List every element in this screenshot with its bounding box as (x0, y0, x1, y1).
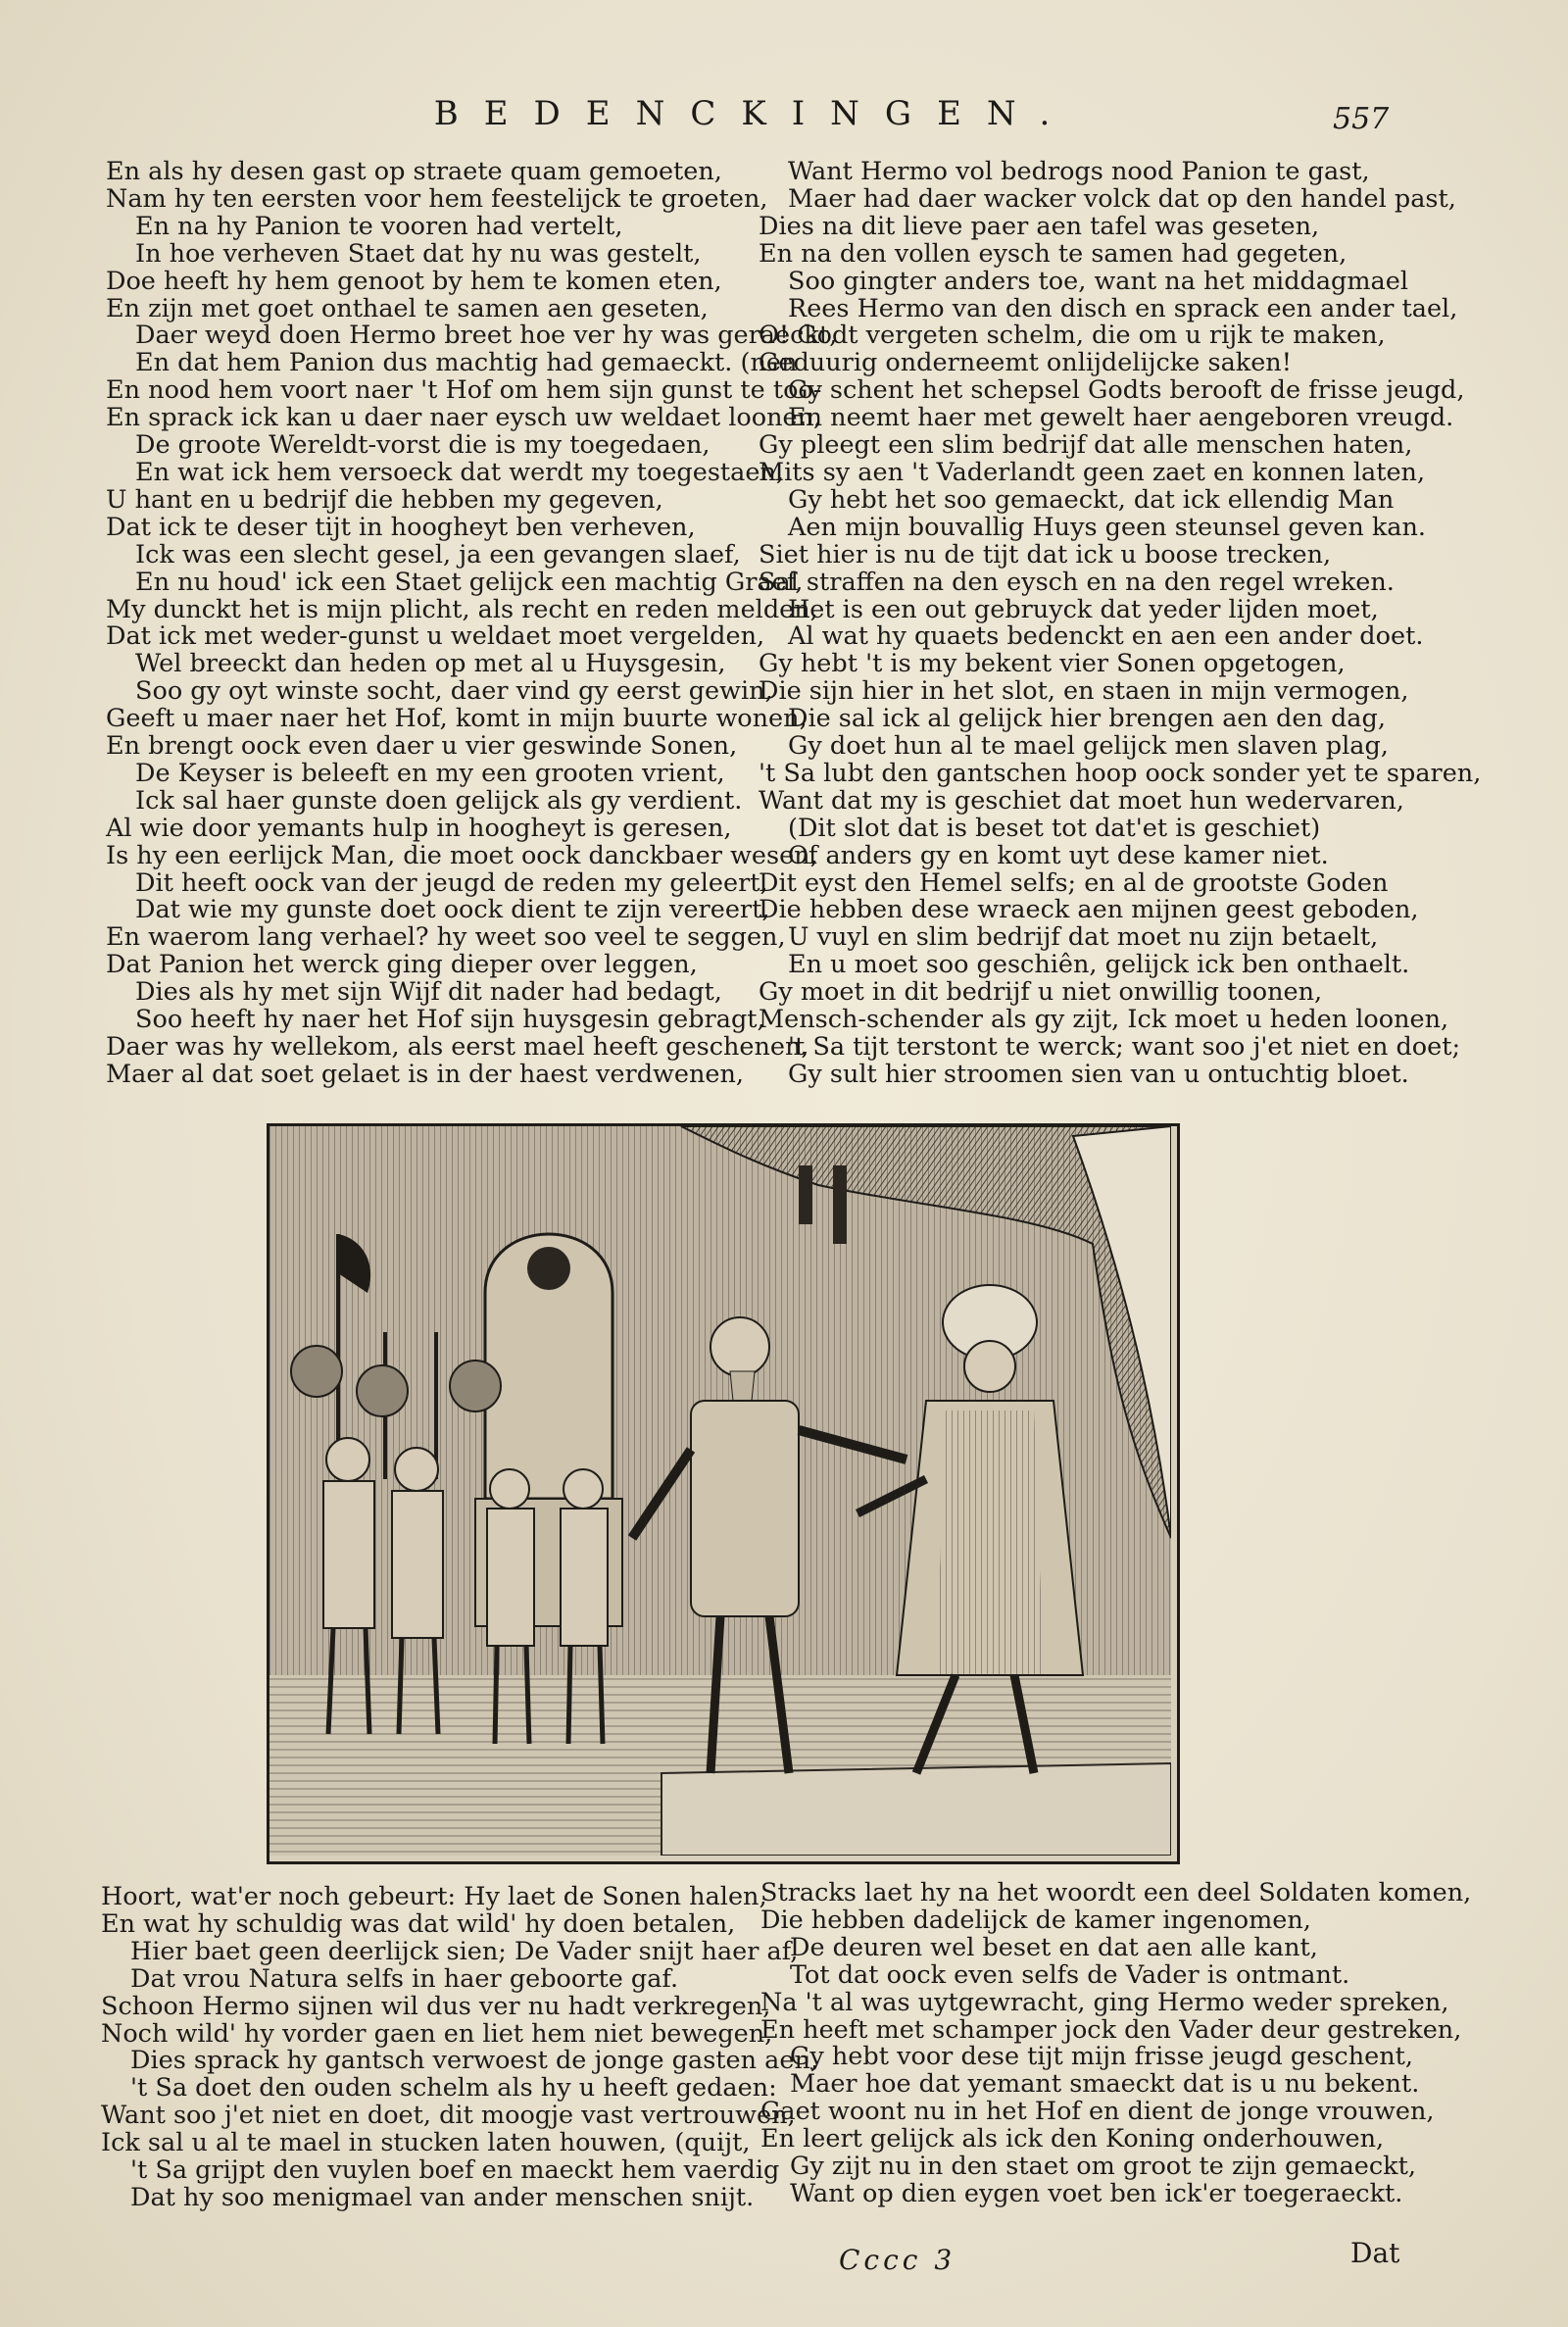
verse-line: Al wie door yemants hulp in hoogheyt is geresen, (106, 813, 732, 843)
verse-line: Gy hebt 't is my bekent vier Sonen opgetogen, (759, 649, 1346, 679)
verse-line: Dies als hy met sijn Wijf dit nader had bedagt, (135, 977, 722, 1008)
verse-line: En nood hem voort naer 't Hof om hem sijn gunst te too- (106, 375, 822, 406)
verse-line: En na hy Panion te vooren had vertelt, (135, 211, 623, 241)
verse-line: Noch wild' hy vorder gaen en liet hem niet bewegen, (101, 2018, 773, 2049)
verse-line: 't Sa grijpt den vuylen boef en maeckt hem vaerdig (130, 2155, 780, 2186)
verse-line: In hoe verheven Staet dat hy nu was gestelt, (135, 238, 702, 269)
verse-line: Mits sy aen 't Vaderlandt geen zaet en konnen laten, (759, 457, 1426, 487)
verse-line: Die sijn hier in het slot, en staen in mijn vermogen, (759, 676, 1409, 707)
verse-line: Daer weyd doen Hermo breet hoe ver hy was geraeckt, (135, 321, 838, 351)
signature-mark: Cccc 3 (839, 2244, 956, 2276)
verse-line: Stracks laet hy na het woordt een deel Soldaten komen, (760, 1878, 1472, 1907)
verse-line: Doe heeft hy hem genoot by hem te komen eten, (106, 266, 722, 296)
verse-column-bottom-right (760, 1878, 1472, 2208)
verse-line: De groote Wereldt-vorst die is my toegedaen, (135, 430, 710, 461)
verse-line: Ick was een slecht gesel, ja een gevangen slaef, (135, 539, 741, 569)
verse-line: Sal straffen na den eysch en na den regel wreken. (759, 567, 1395, 597)
verse-column-top-left (106, 157, 838, 1089)
running-title: BEDENCKINGEN. (433, 94, 1076, 133)
verse-line: Hier baet geen deerlijck sien; De Vader snijt haer af, (130, 1936, 799, 1966)
verse-line: Schoon Hermo sijnen wil dus ver nu hadt verkregen, (101, 1991, 771, 2021)
verse-line: En zijn met goet onthael te samen aen geseten, (106, 293, 709, 323)
verse-line: Gy moet in dit bedrijf u niet onwillig toonen, (759, 977, 1323, 1008)
verse-line: Soo gingter anders toe, want na het middagmael (788, 266, 1409, 296)
verse-line: En wat ick hem versoeck dat werdt my toegestaen, (135, 457, 784, 487)
verse-line: Gy hebt voor dese tijt mijn frisse jeugd geschent, (790, 2042, 1414, 2072)
verse-line: En u moet soo geschiên, gelijck ick ben onthaelt. (788, 950, 1410, 980)
verse-line: Al wat hy quaets bedenckt en aen een ander doet. (788, 621, 1424, 652)
verse-line: Dit eyst den Hemel selfs; en al de grootste Goden (759, 867, 1389, 898)
verse-line: Het is een out gebruyck dat yeder lijden moet, (788, 594, 1379, 624)
verse-line: Dat ick te deser tijt in hoogheyt ben verheven, (106, 512, 696, 542)
verse-line: Want dat my is geschiet dat moet hun wedervaren, (759, 785, 1404, 816)
verse-line: Dit heeft oock van der jeugd de reden my geleert, (135, 867, 768, 898)
verse-line: En als hy desen gast op straete quam gemoeten, (106, 157, 722, 186)
verse-line: Dat vrou Natura selfs in haer geboorte gaf. (130, 1963, 679, 1994)
verse-line: Maer hoe dat yemant smaeckt dat is u nu bekent. (790, 2069, 1420, 2100)
catchword: Dat (1350, 2237, 1400, 2269)
verse-line: Soo gy oyt winste socht, daer vind gy eerst gewin, (135, 676, 773, 707)
verse-line: Gy hebt het soo gemaeckt, dat ick ellendig Man (788, 484, 1395, 515)
verse-line: U vuyl en slim bedrijf dat moet nu zijn betaelt, (788, 922, 1379, 953)
verse-line: My dunckt het is mijn plicht, als recht en reden melden, (106, 594, 818, 624)
verse-line: Gy sult hier stroomen sien van u ontuchtig bloet. (788, 1059, 1409, 1089)
verse-line: Want soo j'et niet en doet, dit moogje vast vertrouwen, (101, 2101, 796, 2131)
verse-line: Ick sal u al te mael in stucken laten houwen, (quijt, (101, 2128, 751, 2158)
verse-line: Siet hier is nu de tijt dat ick u boose trecken, (759, 539, 1332, 569)
verse-line: (Dit slot dat is beset tot dat'et is geschiet) (788, 813, 1321, 843)
verse-column-bottom-left (101, 1882, 818, 2212)
verse-line: En sprack ick kan u daer naer eysch uw weldaet loonen, (106, 403, 822, 433)
verse-line: Die sal ick al gelijck hier brengen aen den dag, (788, 704, 1386, 734)
verse-line: Want Hermo vol bedrogs nood Panion te gast, (788, 157, 1370, 186)
verse-line: Mensch-schender als gy zijt, Ick moet u heden loonen, (759, 1005, 1449, 1035)
verse-line: Hoort, wat'er noch gebeurt: Hy laet de Sonen halen, (101, 1882, 767, 1911)
verse-line: De Keyser is beleeft en my een grooten vrient, (135, 758, 725, 788)
verse-column-top-right (759, 157, 1482, 1089)
engraving-scene (270, 1126, 1171, 1856)
verse-line: En dat hem Panion dus machtig had gemaeckt. (nen (135, 348, 798, 378)
verse-line: Gy schent het schepsel Godts berooft de frisse jeugd, (788, 375, 1465, 406)
engraving-illustration (267, 1123, 1180, 1864)
verse-line: En heeft met schamper jock den Vader deur gestreken, (760, 2014, 1462, 2045)
verse-line: Dat wie my gunste doet oock dient te zijn vereert, (135, 895, 770, 925)
verse-line: Nam hy ten eersten voor hem feestelijck te groeten, (106, 183, 768, 214)
verse-line: Rees Hermo van den disch en sprack een ander tael, (788, 293, 1458, 323)
verse-line: Dat Panion het werck ging dieper over leggen, (106, 950, 698, 980)
verse-line: Dies na dit lieve paer aen tafel was geseten, (759, 211, 1320, 241)
verse-line: Daer was hy wellekom, als eerst mael heeft geschenen, (106, 1032, 809, 1062)
verse-line: Dies sprack hy gantsch verwoest de jonge gasten aen, (130, 2046, 818, 2076)
verse-line: U hant en u bedrijf die hebben my gegeven, (106, 484, 663, 515)
verse-line: Gy pleegt een slim bedrijf dat alle menschen haten, (759, 430, 1413, 461)
verse-line: Ick sal haer gunste doen gelijck als gy verdient. (135, 785, 743, 816)
verse-line: En brengt oock even daer u vier geswinde Sonen, (106, 731, 738, 762)
verse-line: En na den vollen eysch te samen had gegeten, (759, 238, 1348, 269)
verse-line: En waerom lang verhael? hy weet soo veel te seggen, (106, 922, 786, 953)
verse-line: 't Sa lubt den gantschen hoop oock sonder yet te sparen, (759, 758, 1482, 788)
verse-line: Soo heeft hy naer het Hof sijn huysgesin gebragt, (135, 1005, 765, 1035)
verse-line: Die hebben dadelijck de kamer ingenomen, (760, 1905, 1311, 1935)
verse-line: Dat hy soo menigmael van ander menschen snijt. (130, 2182, 755, 2212)
verse-line: En wat hy schuldig was dat wild' hy doen betalen, (101, 1908, 736, 1939)
verse-line: Gy zijt nu in den staet om groot te zijn gemaeckt, (790, 2152, 1416, 2182)
page-number: 557 (1333, 102, 1390, 136)
verse-line: Dat ick met weder-gunst u weldaet moet vergelden, (106, 621, 765, 652)
verse-line: Is hy een eerlijck Man, die moet oock danckbaer wesen, (106, 840, 818, 870)
verse-line: Maer had daer wacker volck dat op den handel past, (788, 183, 1456, 214)
verse-line: En nu houd' ick een Staet gelijck een machtig Graef, (135, 567, 804, 597)
verse-line: Maer al dat soet gelaet is in der haest verdwenen, (106, 1059, 745, 1089)
verse-line: Wel breeckt dan heden op met al u Huysgesin, (135, 649, 726, 679)
verse-line: Geeft u maer naer het Hof, komt in mijn buurte wonen, (106, 704, 808, 734)
verse-line: Tot dat oock even selfs de Vader is ontmant. (790, 1959, 1350, 1990)
verse-line: Die hebben dese wraeck aen mijnen geest geboden, (759, 895, 1419, 925)
verse-line: Geduurig onderneemt onlijdelijcke saken! (759, 348, 1292, 378)
verse-line: Aen mijn bouvallig Huys geen steunsel geven kan. (788, 512, 1427, 542)
verse-line: Gy doet hun al te mael gelijck men slaven plag, (788, 731, 1389, 762)
verse-line: Na 't al was uytgewracht, ging Hermo weder spreken, (760, 1987, 1449, 2017)
verse-line: Want op dien eygen voet ben ick'er toegeraeckt. (790, 2178, 1403, 2208)
verse-line: Gaet woont nu in het Hof en dient de jonge vrouwen, (760, 2097, 1435, 2127)
verse-line: O! Godt vergeten schelm, die om u rijk te maken, (759, 321, 1386, 351)
verse-line: 't Sa doet den ouden schelm als hy u heeft gedaen: (130, 2073, 777, 2104)
verse-line: De deuren wel beset en dat aen alle kant, (790, 1932, 1318, 1962)
verse-line: En neemt haer met gewelt haer aengeboren vreugd. (788, 403, 1454, 433)
verse-line: Of anders gy en komt uyt dese kamer niet. (788, 840, 1329, 870)
verse-line: 't Sa tijt terstont te werck; want soo j'et niet en doet; (788, 1032, 1461, 1062)
verse-line: En leert gelijck als ick den Koning onderhouwen, (760, 2124, 1385, 2154)
